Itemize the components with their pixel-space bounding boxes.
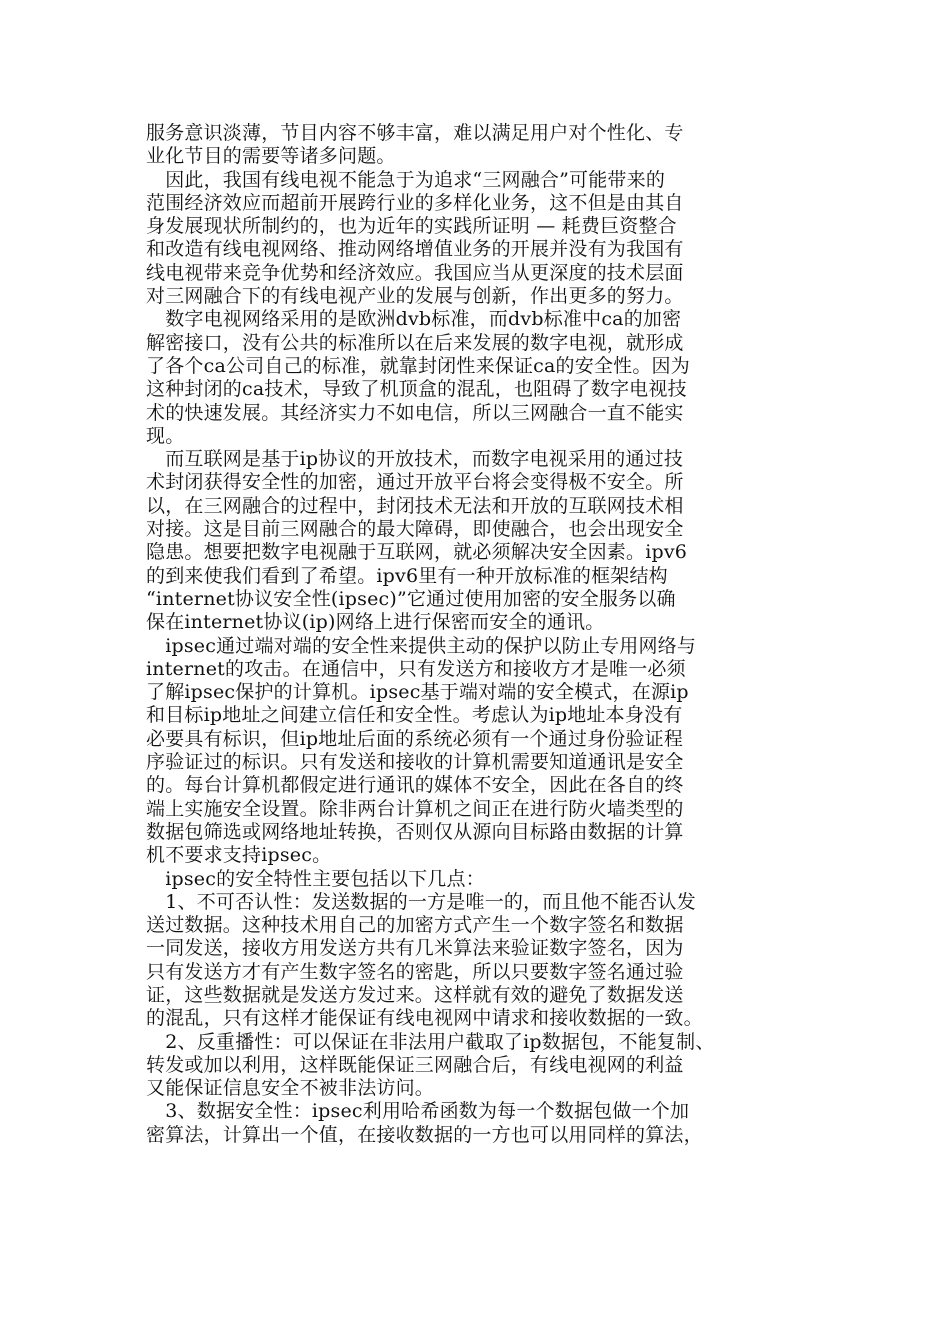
- text-line: “internet协议安全性(ipsec)”它通过使用加密的安全服务以确: [146, 587, 676, 610]
- text-line: 的混乱，只有这样才能保证有线电视网中请求和接收数据的一致。: [146, 1007, 703, 1030]
- text-line: 以，在三网融合的过程中，封闭技术无法和开放的互联网技术相: [146, 494, 684, 517]
- body-text: [146, 122, 826, 1147]
- text-line: 数字电视网络采用的是欧洲dvb标准，而dvb标准中ca的加密: [146, 308, 682, 331]
- text-line: 序验证过的标识。只有发送和接收的计算机需要知道通讯是安全: [146, 751, 684, 774]
- text-line: internet的攻击。在通信中，只有发送方和接收方才是唯一必须: [146, 657, 686, 680]
- text-line: 送过数据。这种技术用自己的加密方式产生一个数字签名和数据: [146, 914, 684, 937]
- text-line: 和改造有线电视网络、推动网络增值业务的开展并没有为我国有: [146, 238, 684, 261]
- text-line: 的到来使我们看到了希望。ipv6里有一种开放标准的框架结构: [146, 564, 668, 587]
- text-line: 解密接口，没有公共的标准所以在后来发展的数字电视，就形成: [146, 331, 684, 354]
- text-line: 了解ipsec保护的计算机。ipsec基于端对端的安全模式，在源ip: [146, 681, 689, 704]
- text-line: 术的快速发展。其经济实力不如电信，所以三网融合一直不能实: [146, 401, 684, 424]
- text-line: 范围经济效应而超前开展跨行业的多样化业务，这不但是由其自: [146, 191, 684, 214]
- text-line: 1、不可否认性：发送数据的一方是唯一的，而且他不能否认发: [146, 890, 696, 913]
- text-line: ipsec通过端对端的安全性来提供主动的保护以防止专用网络与: [146, 634, 697, 657]
- text-line: 2、反重播性：可以保证在非法用户截取了ip数据包，不能复制、: [146, 1030, 715, 1053]
- text-line: 身发展现状所制约的，也为近年的实践所证明 — 耗费巨资整合: [146, 215, 677, 238]
- text-line: ipsec的安全特性主要包括以下几点：: [146, 867, 485, 890]
- text-line: 线电视带来竞争优势和经济效应。我国应当从更深度的技术层面: [146, 261, 684, 284]
- text-line: 的。每台计算机都假定进行通讯的媒体不安全，因此在各自的终: [146, 774, 684, 797]
- text-line: 这种封闭的ca技术，导致了机顶盒的混乱，也阻碍了数字电视技: [146, 378, 687, 401]
- text-line: 保在internet协议(ip)网络上进行保密而安全的通讯。: [146, 611, 605, 634]
- text-line: 服务意识淡薄，节目内容不够丰富，难以满足用户对个性化、专: [146, 122, 684, 144]
- text-line: 数据包筛选或网络地址转换，否则仅从源向目标路由数据的计算: [146, 820, 684, 843]
- text-line: 因此，我国有线电视不能急于为追求“三网融合”可能带来的: [146, 168, 666, 191]
- text-line: 端上实施安全设置。除非两台计算机之间正在进行防火墙类型的: [146, 797, 684, 820]
- text-line: 了各个ca公司自己的标准，就靠封闭性来保证ca的安全性。因为: [146, 354, 690, 377]
- text-line: 密算法，计算出一个值，在接收数据的一方也可以用同样的算法，: [146, 1123, 703, 1146]
- text-line: 对接。这是目前三网融合的最大障碍，即使融合，也会出现安全: [146, 518, 684, 541]
- text-line: 必要具有标识，但ip地址后面的系统必须有一个通过身份验证程: [146, 727, 684, 750]
- text-line: 只有发送方才有产生数字签名的密匙，所以只要数字签名通过验: [146, 960, 684, 983]
- text-line: 3、数据安全性：ipsec利用哈希函数为每一个数据包做一个加: [146, 1100, 690, 1123]
- text-line: 转发或加以利用，这样既能保证三网融合后，有线电视网的利益: [146, 1053, 684, 1076]
- text-line: 对三网融合下的有线电视产业的发展与创新，作出更多的努力。: [146, 285, 684, 308]
- text-line: 机不要求支持ipsec。: [146, 844, 332, 867]
- text-line: 隐患。想要把数字电视融于互联网，就必须解决安全因素。ipv6: [146, 541, 688, 564]
- text-line: 一同发送，接收方用发送方共有几米算法来验证数字签名，因为: [146, 937, 684, 960]
- text-line: 术封闭获得安全性的加密，通过开放平台将会变得极不安全。所: [146, 471, 684, 494]
- text-line: 证，这些数据就是发送方发过来。这样就有效的避免了数据发送: [146, 983, 684, 1006]
- text-line: 和目标ip地址之间建立信任和安全性。考虑认为ip地址本身没有: [146, 704, 683, 727]
- text-line: 而互联网是基于ip协议的开放技术，而数字电视采用的通过技: [146, 448, 684, 471]
- text-line: 业化节目的需要等诸多问题。: [146, 145, 396, 168]
- text-line: 又能保证信息安全不被非法访问。: [146, 1077, 435, 1100]
- text-line: 现。: [146, 424, 185, 447]
